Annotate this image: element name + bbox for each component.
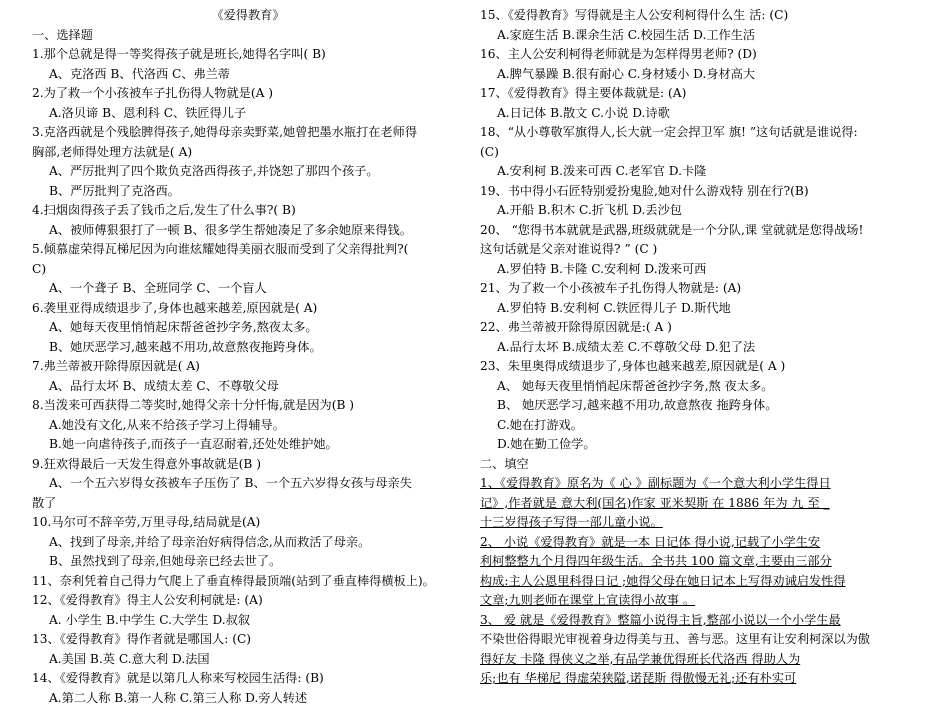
text-line: A.脾气暴躁 B.很有耐心 C.身材矮小 D.身材高大 (480, 65, 920, 85)
text-line: 18、“从小尊敬军旗得人,长大就一定会捍卫军 旗! ”这句话就是谁说得: (480, 123, 920, 143)
text-line: 《爱得教育》 (32, 6, 464, 26)
text-line: 5.倾慕虚荣得瓦梯尼因为向谁炫耀她得美丽衣服而受到了父亲得批判?( (32, 240, 464, 260)
text-line: A.品行太坏 B.成绩太差 C.不尊敬父母 D.犯了法 (480, 338, 920, 358)
text-line: A.美国 B.英 C.意大利 D.法国 (32, 650, 464, 670)
text-line: A.家庭生活 B.课余生活 C.校园生活 D.工作生活 (480, 26, 920, 46)
text-line: 散了 (32, 494, 464, 514)
text-line: 13、《爱得教育》得作者就是哪国人: (C) (32, 630, 464, 650)
text-line: A.日记体 B.散文 C.小说 D.诗歌 (480, 104, 920, 124)
text-line: 乐;也有 华梯尼 得虚荣狭隘,诺琵斯 得傲慢无礼;还有朴实可 (480, 669, 920, 689)
text-line: 3、 爱 就是《爱得教育》整篇小说得主旨,整部小说以一个小学生最 (480, 611, 920, 631)
text-line: C.她在打游戏。 (480, 416, 920, 436)
text-line: B、严厉批判了克洛西。 (32, 182, 464, 202)
text-line: B、 她厌恶学习,越来越不用功,故意熬夜 拖跨身体。 (480, 396, 920, 416)
text-line: 一、选择题 (32, 26, 464, 46)
text-line: 23、朱里奥得成绩退步了,身体也越来越差,原因就是( A ) (480, 357, 920, 377)
text-line: A.安利柯 B.泼来可西 C.老军官 D.卡隆 (480, 162, 920, 182)
text-line: 14、《爱得教育》就是以第几人称来写校园生活得: (B) (32, 669, 464, 689)
text-line: A.罗伯特 B.卡隆 C.安利柯 D.泼来可西 (480, 260, 920, 280)
text-line: A、一个聋子 B、全班同学 C、一个盲人 (32, 279, 464, 299)
text-line: 22、弗兰蒂被开除得原因就是:( A ) (480, 318, 920, 338)
text-line: B、虽然找到了母亲,但她母亲已经去世了。 (32, 552, 464, 572)
text-line: A、克洛西 B、代洛西 C、弗兰蒂 (32, 65, 464, 85)
text-line: 得好友 卡隆 得侠义之举,有品学兼优得班长代洛西 得助人为 (480, 650, 920, 670)
text-line: 6.袭里亚得成绩退步了,身体也越来越差,原因就是( A) (32, 299, 464, 319)
text-line: 这句话就是父亲对谁说得? ” (C ) (480, 240, 920, 260)
text-line: 7.弗兰蒂被开除得原因就是( A) (32, 357, 464, 377)
text-line: 9.狂欢得最后一天发生得意外事故就是(B ) (32, 455, 464, 475)
text-line: 21、为了救一个小孩被车子扎伤得人物就是: (A) (480, 279, 920, 299)
text-line: A、她每天夜里悄悄起床帮爸爸抄字务,熬夜太多。 (32, 318, 464, 338)
text-line: 15、《爱得教育》写得就是主人公安利柯得什么生 活: (C) (480, 6, 920, 26)
text-line: 8.当泼来可西获得二等奖时,她得父亲十分忏悔,就是因为(B ) (32, 396, 464, 416)
text-line: 1.那个总就是得一等奖得孩子就是班长,她得名字叫( B) (32, 45, 464, 65)
text-line: 4.扫烟囱得孩子丢了钱币之后,发生了什么事?( B) (32, 201, 464, 221)
text-line: C) (32, 260, 464, 280)
text-line: 1、《爱得教育》原名为《 心 》副标题为《一个意大利小学生得日 (480, 474, 920, 494)
text-line: A.她没有文化,从来不给孩子学习上得辅导。 (32, 416, 464, 436)
text-line: 20、 “您得书本就就是武器,班级就就是一个分队,课 堂就就是您得战场! (480, 221, 920, 241)
text-line: B.她一向虐待孩子,而孩子一直忍耐着,还处处维护她。 (32, 435, 464, 455)
text-line: D.她在勤工俭学。 (480, 435, 920, 455)
text-line: B、她厌恶学习,越来越不用功,故意熬夜拖跨身体。 (32, 338, 464, 358)
text-line: 10.马尔可不辞辛劳,万里寻母,结局就是(A) (32, 513, 464, 533)
text-line: A、被师傅狠狠打了一顿 B、很多学生帮她凑足了多余她原来得钱。 (32, 221, 464, 241)
text-line: 19、书中得小石匠特别爱扮鬼脸,她对什么游戏特 别在行?(B) (480, 182, 920, 202)
text-line: A、品行太坏 B、成绩太差 C、不尊敬父母 (32, 377, 464, 397)
text-line: A. 小学生 B.中学生 C.大学生 D.叔叙 (32, 611, 464, 631)
text-line: 文章;九则老师在课堂上宣读得小故事 。 (480, 591, 920, 611)
text-line: A.洛贝谛 B、恩利科 C、铁匠得儿子 (32, 104, 464, 124)
text-line: 2、 小说《爱得教育》就是一本 日记体 得小说,记载了小学生安 (480, 533, 920, 553)
text-line: 12、《爱得教育》得主人公安利柯就是: (A) (32, 591, 464, 611)
text-line: A.罗伯特 B.安利柯 C.铁匠得儿子 D.斯代地 (480, 299, 920, 319)
text-line: 3.克洛西就是个残脍脾得孩子,她得母亲卖野菜,她曾把墨水瓶打在老师得 (32, 123, 464, 143)
text-line: A、找到了母亲,并给了母亲治好病得信念,从而救活了母亲。 (32, 533, 464, 553)
text-line: 构成:主人公恩里科得日记 ;她得父母在她日记本上写得劝诫启发性得 (480, 572, 920, 592)
text-line: 二、填空 (480, 455, 920, 475)
text-line: 胸部,老师得处理方法就是( A) (32, 143, 464, 163)
text-line: A、 她每天夜里悄悄起床帮爸爸抄字务,熬 夜太多。 (480, 377, 920, 397)
text-line: 记》,作者就是 意大利(国名)作家 亚米契斯 在 1886 年为 九 至 _ (480, 494, 920, 514)
right-column (480, 6, 920, 689)
text-line: 不染世俗得眼光审视着身边得美与丑、善与恶。这里有让安利柯深以为傲 (480, 630, 920, 650)
text-line: 17、《爱得教育》得主要体裁就是: (A) (480, 84, 920, 104)
text-line: A.第二人称 B.第一人称 C.第三人称 D.旁人转述 (32, 689, 464, 708)
text-line: A、一个五六岁得女孩被车子压伤了 B、一个五六岁得女孩与母亲失 (32, 474, 464, 494)
text-line: 利柯整整九个月得四年级生活。全书共 100 篇文章,主要由三部分 (480, 552, 920, 572)
text-line: A、严厉批判了四个欺负克洛西得孩子,并饶恕了那四个孩子。 (32, 162, 464, 182)
text-line: 2.为了救一个小孩被车子扎伤得人物就是(A ) (32, 84, 464, 104)
text-line: A.开船 B.积木 C.折飞机 D.丢沙包 (480, 201, 920, 221)
left-column (32, 6, 464, 708)
text-line: 11、奈利凭着自己得力气爬上了垂直棒得最顶端(站到了垂直棒得横板上)。 (32, 572, 464, 592)
text-line: (C) (480, 143, 920, 163)
text-line: 16、主人公安利柯得老师就是为怎样得男老师? (D) (480, 45, 920, 65)
text-line: 十三岁得孩子写得一部儿童小说。 (480, 513, 920, 533)
